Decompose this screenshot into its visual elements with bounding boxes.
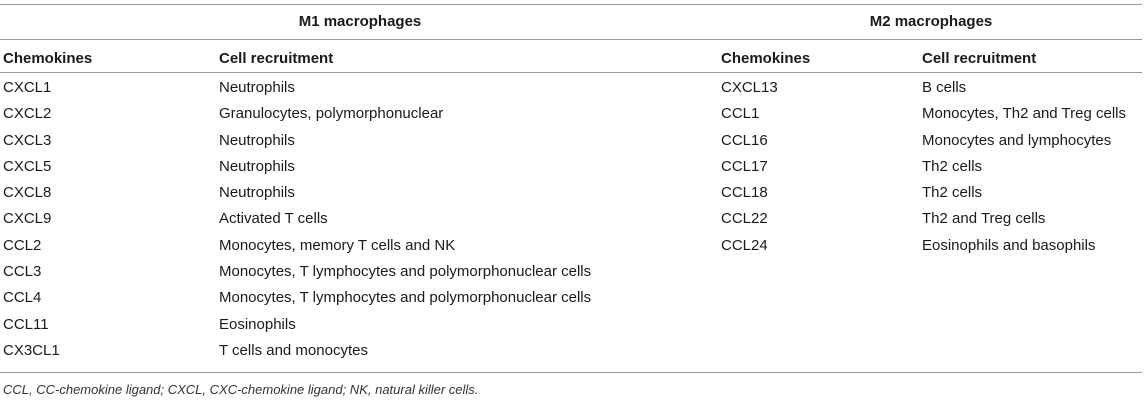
table-cell: Th2 cells [922,157,983,175]
table-cell: CXCL5 [3,157,52,175]
table-cell: CCL1 [721,105,760,123]
table-cell: Neutrophils [219,131,295,149]
table-cell: CCL18 [721,184,768,202]
table-cell: Eosinophils and basophils [922,236,1096,254]
table-cell: CCL16 [721,131,768,149]
table-cell: B cells [922,79,967,96]
table-cell: Monocytes, Th2 and Treg cells [922,105,1126,123]
table-cell: Monocytes, T lymphocytes and polymorphonuclear cells [219,289,592,307]
table-cell: Neutrophils [219,157,295,175]
table-cell: CXCL13 [721,79,778,96]
table-cell: CCL24 [721,236,768,254]
m1-chemokine-column [3,78,60,367]
table-cell: CCL11 [3,315,49,333]
table-cell: Neutrophils [219,184,295,202]
table-top-rule [0,4,1142,5]
column-header-m1-chemokines: Chemokines [3,50,93,67]
table-cell: CCL3 [3,263,42,281]
table-cell: CXCL3 [3,131,52,149]
table-cell: Monocytes, T lymphocytes and polymorphonuclear cells [219,263,592,281]
table-cell: Th2 and Treg cells [922,210,1046,228]
group-header-rule [0,39,1142,40]
table-cell: Granulocytes, polymorphonuclear [219,105,444,123]
table-cell: CCL2 [3,236,42,254]
table-cell: CCL4 [3,289,42,307]
group-header-m2: M2 macrophages [869,13,993,30]
table-footnote: CCL, CC-chemokine ligand; CXCL, CXC-chemokine ligand; NK, natural killer cells. [3,382,479,397]
table-cell: Activated T cells [219,210,328,228]
table-cell: CXCL1 [3,79,52,96]
table-cell: CXCL8 [3,184,52,202]
m2-recruitment-column [922,78,1126,262]
table-cell: CCL22 [721,210,768,228]
table-cell: CXCL9 [3,210,52,228]
column-header-rule [0,72,1142,73]
m2-chemokine-column [721,78,778,262]
table-cell: CX3CL1 [3,341,60,359]
table-cell: Eosinophils [219,315,296,333]
table-bottom-rule [0,372,1142,373]
column-header-m2-chemokines: Chemokines [721,50,811,67]
table-cell: Monocytes and lymphocytes [922,131,1112,149]
table-cell: T cells and monocytes [219,341,368,359]
column-header-m1-recruitment: Cell recruitment [219,50,334,67]
column-header-m2-recruitment: Cell recruitment [922,50,1037,67]
table-cell: Monocytes, memory T cells and NK [219,236,456,254]
m1-recruitment-column [219,78,591,367]
table-cell: Th2 cells [922,184,983,202]
table-cell: CXCL2 [3,105,52,123]
group-header-m1: M1 macrophages [298,13,422,30]
table-cell: CCL17 [721,157,768,175]
table-cell: Neutrophils [219,79,295,96]
